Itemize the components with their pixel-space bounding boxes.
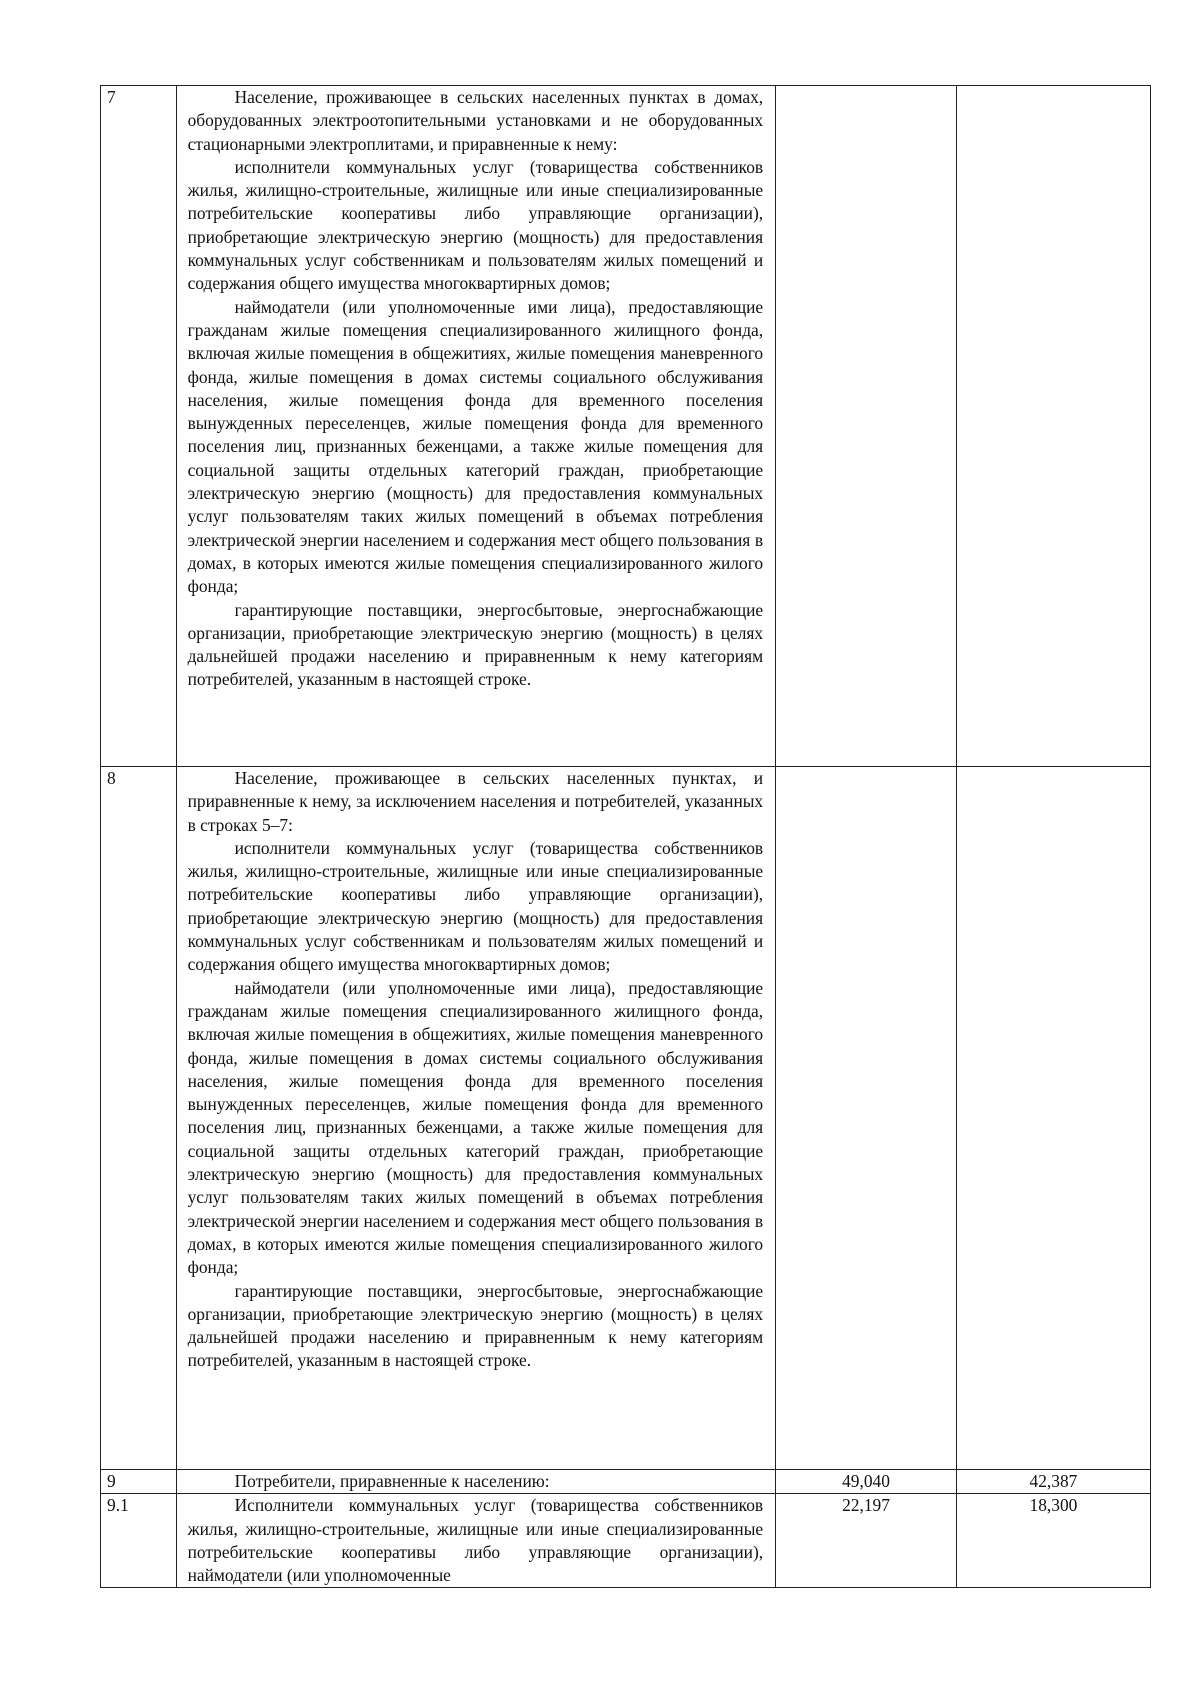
row-paragraph: исполнители коммунальных услуг (товарищества собственников жилья, жилищно-строительные, жилищные или иные специализированные потребительские кооперативы либо управляющие организации), приобретающие электрическую энергию (мощность) для предоставления коммунальных услуг собственникам и пользователям жилых помещений и содержания общего имущества многоквартирных домов; xyxy=(187,156,764,294)
row-number: 7 xyxy=(101,86,177,767)
value-column-2 xyxy=(956,767,1150,1470)
row-description xyxy=(176,1494,776,1588)
row-paragraph: гарантирующие поставщики, энергосбытовые, энергоснабжающие организации, приобретающие электрическую энергию (мощность) в целях дальнейшей продажи населению и приравненным к нему категориям потребителей, указанным в настоящей строке. xyxy=(187,599,764,690)
value-column-1 xyxy=(776,767,957,1470)
value-column-1 xyxy=(776,86,957,767)
value-column-2: 18,300 xyxy=(956,1494,1150,1588)
table-row xyxy=(101,1470,1151,1494)
row-paragraph: Потребители, приравненные к населению: xyxy=(234,1471,550,1491)
value-column-1: 49,040 xyxy=(776,1470,957,1494)
row-number: 8 xyxy=(101,767,177,1470)
table-row xyxy=(101,86,1151,767)
row-description xyxy=(176,1470,776,1494)
row-number: 9 xyxy=(101,1470,177,1494)
table-row xyxy=(101,1494,1151,1588)
row-paragraph: исполнители коммунальных услуг (товарищества собственников жилья, жилищно-строительные, жилищные или иные специализированные потребительские кооперативы либо управляющие организации), приобретающие электрическую энергию (мощность) для предоставления коммунальных услуг собственникам и пользователям жилых помещений и содержания общего имущества многоквартирных домов; xyxy=(187,837,764,975)
row-paragraph: Население, проживающее в сельских населенных пунктах, и приравненные к нему, за исключением населения и потребителей, указанных в строках 5–7: xyxy=(187,768,764,835)
row-paragraph: гарантирующие поставщики, энергосбытовые, энергоснабжающие организации, приобретающие электрическую энергию (мощность) в целях дальнейшей продажи населению и приравненным к нему категориям потребителей, указанным в настоящей строке. xyxy=(187,1280,764,1371)
value-column-2: 42,387 xyxy=(956,1470,1150,1494)
row-paragraph: наймодатели (или уполномоченные ими лица), предоставляющие гражданам жилые помещения специализированного жилищного фонда, включая жилые помещения в общежитиях, жилые помещения маневренного фонда, жилые помещения в домах системы социального обслуживания населения, жилые помещения фонда для временного поселения вынужденных переселенцев, жилые помещения фонда для временного поселения лиц, признанных беженцами, а также жилые помещения для социальной защиты отдельных категорий граждан, приобретающие электрическую энергию (мощность) для предоставления коммунальных услуг пользователям таких жилых помещений в объемах потребления электрической энергии населением и содержания мест общего пользования в домах, в которых имеются жилые помещения специализированного жилого фонда; xyxy=(187,296,764,597)
row-description xyxy=(176,86,776,767)
table-row xyxy=(101,767,1151,1470)
row-paragraph: Исполнители коммунальных услуг (товарищества собственников жилья, жилищно-строительные, жилищные или иные специализированные потребительские кооперативы либо управляющие организации), наймодатели (или уполномоченные xyxy=(187,1495,764,1586)
row-paragraph: Население, проживающее в сельских населенных пунктах в домах, оборудованных электроотопительными установками и не оборудованных стационарными электроплитами, и приравненные к нему: xyxy=(187,87,764,154)
tariff-table xyxy=(100,85,1151,1588)
row-paragraph: наймодатели (или уполномоченные ими лица), предоставляющие гражданам жилые помещения специализированного жилищного фонда, включая жилые помещения в общежитиях, жилые помещения маневренного фонда, жилые помещения в домах системы социального обслуживания населения, жилые помещения фонда для временного поселения вынужденных переселенцев, жилые помещения фонда для временного поселения лиц, признанных беженцами, а также жилые помещения для социальной защиты отдельных категорий граждан, приобретающие электрическую энергию (мощность) для предоставления коммунальных услуг пользователям таких жилых помещений в объемах потребления электрической энергии населением и содержания мест общего пользования в домах, в которых имеются жилые помещения специализированного жилого фонда; xyxy=(187,977,764,1278)
value-column-2 xyxy=(956,86,1150,767)
row-number: 9.1 xyxy=(101,1494,177,1588)
row-description xyxy=(176,767,776,1470)
value-column-1: 22,197 xyxy=(776,1494,957,1588)
